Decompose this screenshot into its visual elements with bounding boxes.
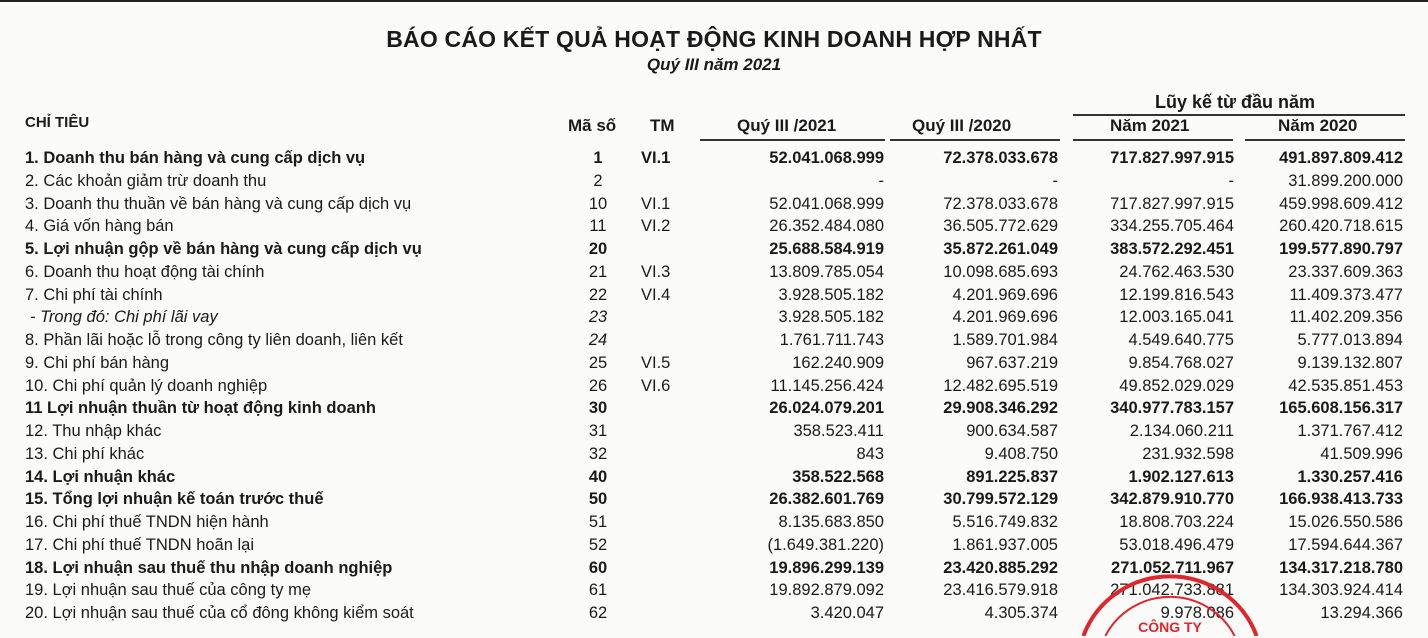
row-label: 17. Chi phí thuế TNDN hoãn lại	[25, 535, 254, 554]
value-q3-2021: 26.382.601.769	[769, 490, 884, 509]
value-q3-2020: 72.378.033.678	[943, 149, 1058, 167]
value-y2021: 12.003.165.041	[1119, 308, 1234, 327]
value-q3-2020: 891.225.837	[966, 467, 1058, 486]
header-item: CHỈ TIÊU	[25, 114, 90, 131]
header-underline	[1073, 139, 1233, 141]
header-note: TM	[650, 116, 675, 135]
value-q3-2021: 3.928.505.182	[778, 308, 884, 327]
value-q3-2020: 1.589.701.984	[952, 331, 1058, 349]
value-y2020: 199.577.890.797	[1279, 240, 1403, 258]
value-q3-2021: 358.522.568	[792, 467, 884, 486]
value-y2020: 260.420.718.615	[1279, 217, 1403, 236]
value-y2020: 42.535.851.453	[1288, 376, 1403, 395]
value-y2020: 23.337.609.363	[1288, 262, 1403, 281]
value-q3-2020: 29.908.346.292	[943, 399, 1058, 418]
value-q3-2020: 10.098.685.693	[943, 262, 1058, 281]
row-code: 26	[588, 376, 608, 395]
row-label: 19. Lợi nhuận sau thuế của công ty mẹ	[25, 581, 312, 600]
table-row	[0, 195, 1428, 217]
value-q3-2020: 900.634.587	[966, 422, 1058, 440]
value-q3-2021: 26.352.484.080	[769, 217, 884, 236]
value-q3-2020: 9.408.750	[984, 444, 1058, 463]
table-row	[0, 217, 1428, 239]
value-q3-2020: 4.305.374	[984, 604, 1058, 622]
row-label: 13. Chi phí khác	[25, 444, 145, 463]
value-q3-2020: 4.201.969.696	[952, 308, 1058, 327]
value-y2021: 271.052.711.967	[1111, 558, 1234, 577]
value-y2020: 41.509.996	[1320, 444, 1403, 463]
row-code: 21	[588, 262, 608, 281]
row-code: 40	[588, 467, 608, 486]
row-note: VI.2	[641, 217, 671, 236]
value-q3-2020: 36.505.772.629	[943, 217, 1058, 236]
value-y2020: 9.139.132.807	[1297, 353, 1403, 372]
row-code: 23	[588, 308, 608, 327]
value-y2020: 15.026.550.586	[1288, 513, 1403, 531]
value-y2020: 17.594.644.367	[1288, 535, 1403, 554]
value-y2021: 4.549.640.775	[1128, 331, 1234, 349]
value-q3-2021: 19.896.299.139	[769, 558, 884, 577]
value-y2020: 1.330.257.416	[1297, 467, 1403, 486]
row-label: - Trong đó: Chi phí lãi vay	[30, 308, 218, 327]
value-q3-2020: 5.516.749.832	[952, 513, 1058, 531]
row-code: 11	[589, 217, 607, 236]
value-q3-2021: 358.523.411	[793, 422, 884, 440]
value-y2020: 491.897.809.412	[1279, 149, 1403, 167]
value-q3-2020: 967.637.219	[966, 353, 1058, 372]
table-row	[0, 240, 1428, 262]
table-row	[0, 354, 1428, 376]
table-row	[0, 172, 1428, 194]
table-row	[0, 490, 1428, 512]
row-label: 20. Lợi nhuận sau thuế của cổ đông không kiểm soát	[25, 604, 414, 622]
ytd-group-header: Lũy kế từ đầu năm	[1155, 92, 1316, 112]
value-y2020: 13.294.366	[1320, 604, 1403, 622]
header-y2021: Năm 2021	[1110, 116, 1190, 135]
value-y2021: 717.827.997.915	[1110, 194, 1234, 213]
value-y2021: 231.932.598	[1142, 444, 1234, 463]
row-label: 18. Lợi nhuận sau thuế thu nhập doanh nghiệp	[25, 558, 393, 577]
row-code: 50	[588, 490, 608, 509]
value-y2021: 334.255.705.464	[1110, 217, 1234, 236]
value-q3-2020: 72.378.033.678	[943, 194, 1058, 213]
value-y2021: 12.199.816.543	[1119, 285, 1234, 304]
value-q3-2021: 26.024.079.201	[769, 399, 884, 418]
row-code: 24	[588, 331, 608, 349]
row-note: VI.5	[641, 353, 671, 372]
value-y2021: 2.134.060.211	[1129, 422, 1234, 440]
value-q3-2021: 3.928.505.182	[778, 285, 884, 304]
row-code: 22	[588, 285, 608, 304]
table-row	[0, 286, 1428, 308]
row-label: 4. Giá vốn hàng bán	[25, 217, 174, 236]
row-code: 31	[588, 422, 608, 440]
value-y2021: 342.879.910.770	[1110, 490, 1234, 509]
value-y2021: -	[1228, 171, 1234, 190]
value-y2020: 134.317.218.780	[1279, 558, 1403, 577]
value-y2021: 9.978.086	[1160, 604, 1234, 622]
value-y2020: 1.371.767.412	[1297, 422, 1403, 440]
row-code: 20	[588, 240, 608, 258]
row-label: 10. Chi phí quản lý doanh nghiệp	[25, 376, 268, 395]
row-code: 61	[588, 581, 608, 600]
svg-text:CÔNG TY: CÔNG TY	[1138, 619, 1202, 635]
value-q3-2021: 11.145.256.424	[770, 376, 884, 395]
row-label: 8. Phần lãi hoặc lỗ trong công ty liên doanh, liên kết	[25, 331, 403, 349]
row-note: VI.4	[641, 285, 671, 304]
value-q3-2021: 25.688.584.919	[769, 240, 884, 258]
row-code: 52	[588, 535, 608, 554]
value-q3-2021: 13.809.785.054	[769, 262, 884, 281]
value-y2020: 459.998.609.412	[1279, 194, 1403, 213]
value-q3-2021: 843	[856, 444, 884, 463]
value-y2020: 11.409.373.477	[1289, 285, 1403, 304]
value-y2021: 49.852.029.029	[1119, 376, 1234, 395]
value-y2020: 165.608.156.317	[1279, 399, 1403, 418]
header-underline	[1245, 139, 1405, 141]
row-code: 60	[588, 558, 608, 577]
table-row	[0, 149, 1428, 171]
header-q3-2020: Quý III /2020	[912, 116, 1012, 135]
value-y2021: 18.808.703.224	[1119, 513, 1234, 531]
table-row	[0, 399, 1428, 421]
value-y2021: 383.572.292.451	[1110, 240, 1234, 258]
value-y2020: 134.303.924.414	[1279, 581, 1403, 600]
report-subtitle: Quý III năm 2021	[646, 55, 782, 74]
value-y2021: 9.854.768.027	[1128, 353, 1234, 372]
value-q3-2021: 1.761.711.743	[779, 331, 884, 349]
report-title: BÁO CÁO KẾT QUẢ HOẠT ĐỘNG KINH DOANH HỢP NHẤT	[386, 26, 1042, 52]
header-underline	[700, 139, 885, 141]
value-y2020: 166.938.413.733	[1279, 490, 1403, 509]
value-q3-2021: 162.240.909	[792, 353, 884, 372]
row-label: 12. Thu nhập khác	[25, 422, 162, 440]
value-y2021: 271.042.733.881	[1110, 581, 1234, 600]
value-y2020: 11.402.209.356	[1289, 308, 1403, 327]
row-code: 62	[588, 604, 608, 622]
value-y2021: 340.977.783.157	[1110, 399, 1234, 418]
table-row	[0, 377, 1428, 399]
table-row	[0, 263, 1428, 285]
value-q3-2020: 30.799.572.129	[943, 490, 1058, 509]
row-code: 25	[588, 353, 608, 372]
row-label: 7. Chi phí tài chính	[25, 285, 163, 304]
value-q3-2021: -	[878, 171, 884, 190]
value-q3-2020: -	[1052, 171, 1058, 190]
header-y2020: Năm 2020	[1278, 116, 1358, 135]
value-q3-2021: (1.649.381.220)	[767, 535, 884, 554]
row-code: 32	[588, 444, 608, 463]
row-label: 1. Doanh thu bán hàng và cung cấp dịch vụ	[25, 149, 366, 167]
value-q3-2020: 1.861.937.005	[952, 535, 1058, 554]
row-label: 6. Doanh thu hoạt động tài chính	[25, 262, 265, 281]
value-y2020: 5.777.013.894	[1297, 331, 1403, 349]
value-q3-2021: 19.892.879.092	[769, 581, 884, 600]
header-code: Mã số	[568, 116, 617, 135]
table-row	[0, 308, 1428, 330]
row-label: 14. Lợi nhuận khác	[25, 467, 176, 486]
value-q3-2020: 23.420.885.292	[943, 558, 1058, 577]
row-code: 2	[593, 171, 603, 190]
table-row	[0, 445, 1428, 467]
row-code: 30	[588, 399, 608, 418]
row-label: 9. Chi phí bán hàng	[25, 353, 170, 372]
header-underline	[890, 139, 1060, 141]
row-code: 10	[588, 194, 608, 213]
row-label: 15. Tổng lợi nhuận kế toán trước thuế	[25, 490, 324, 509]
table-row	[0, 513, 1428, 535]
row-code: 51	[588, 513, 608, 531]
row-label: 2. Các khoản giảm trừ doanh thu	[25, 171, 267, 190]
value-y2021: 717.827.997.915	[1110, 149, 1234, 167]
value-y2021: 24.762.463.530	[1119, 262, 1234, 281]
row-label: 11 Lợi nhuận thuần từ hoạt động kinh doanh	[25, 399, 376, 418]
company-stamp	[1070, 572, 1270, 636]
value-y2021: 53.018.496.479	[1119, 535, 1234, 554]
value-q3-2020: 12.482.695.519	[943, 376, 1058, 395]
row-note: VI.3	[641, 262, 671, 281]
header-q3-2021: Quý III /2021	[737, 116, 837, 135]
table-row	[0, 331, 1428, 353]
value-q3-2021: 3.420.047	[810, 604, 884, 622]
value-q3-2021: 8.135.683.850	[778, 513, 884, 531]
row-note: VI.6	[641, 376, 671, 395]
row-label: 3. Doanh thu thuần về bán hàng và cung cấp dịch vụ	[25, 194, 412, 213]
row-note: VI.1	[641, 194, 671, 213]
table-row	[0, 468, 1428, 490]
table-row	[0, 422, 1428, 444]
value-q3-2021: 52.041.068.999	[769, 149, 884, 167]
table-row	[0, 536, 1428, 558]
value-y2021: 1.902.127.613	[1128, 467, 1234, 486]
value-q3-2020: 23.416.579.918	[943, 581, 1058, 600]
row-label: 16. Chi phí thuế TNDN hiện hành	[25, 513, 269, 531]
row-note: VI.1	[641, 149, 671, 167]
value-y2020: 31.899.200.000	[1288, 171, 1403, 190]
top-border	[0, 0, 1428, 2]
value-q3-2021: 52.041.068.999	[769, 194, 884, 213]
row-label: 5. Lợi nhuận gộp về bán hàng và cung cấp dịch vụ	[25, 240, 422, 258]
value-q3-2020: 4.201.969.696	[952, 285, 1058, 304]
row-code: 1	[593, 149, 603, 167]
value-q3-2020: 35.872.261.049	[943, 240, 1058, 258]
